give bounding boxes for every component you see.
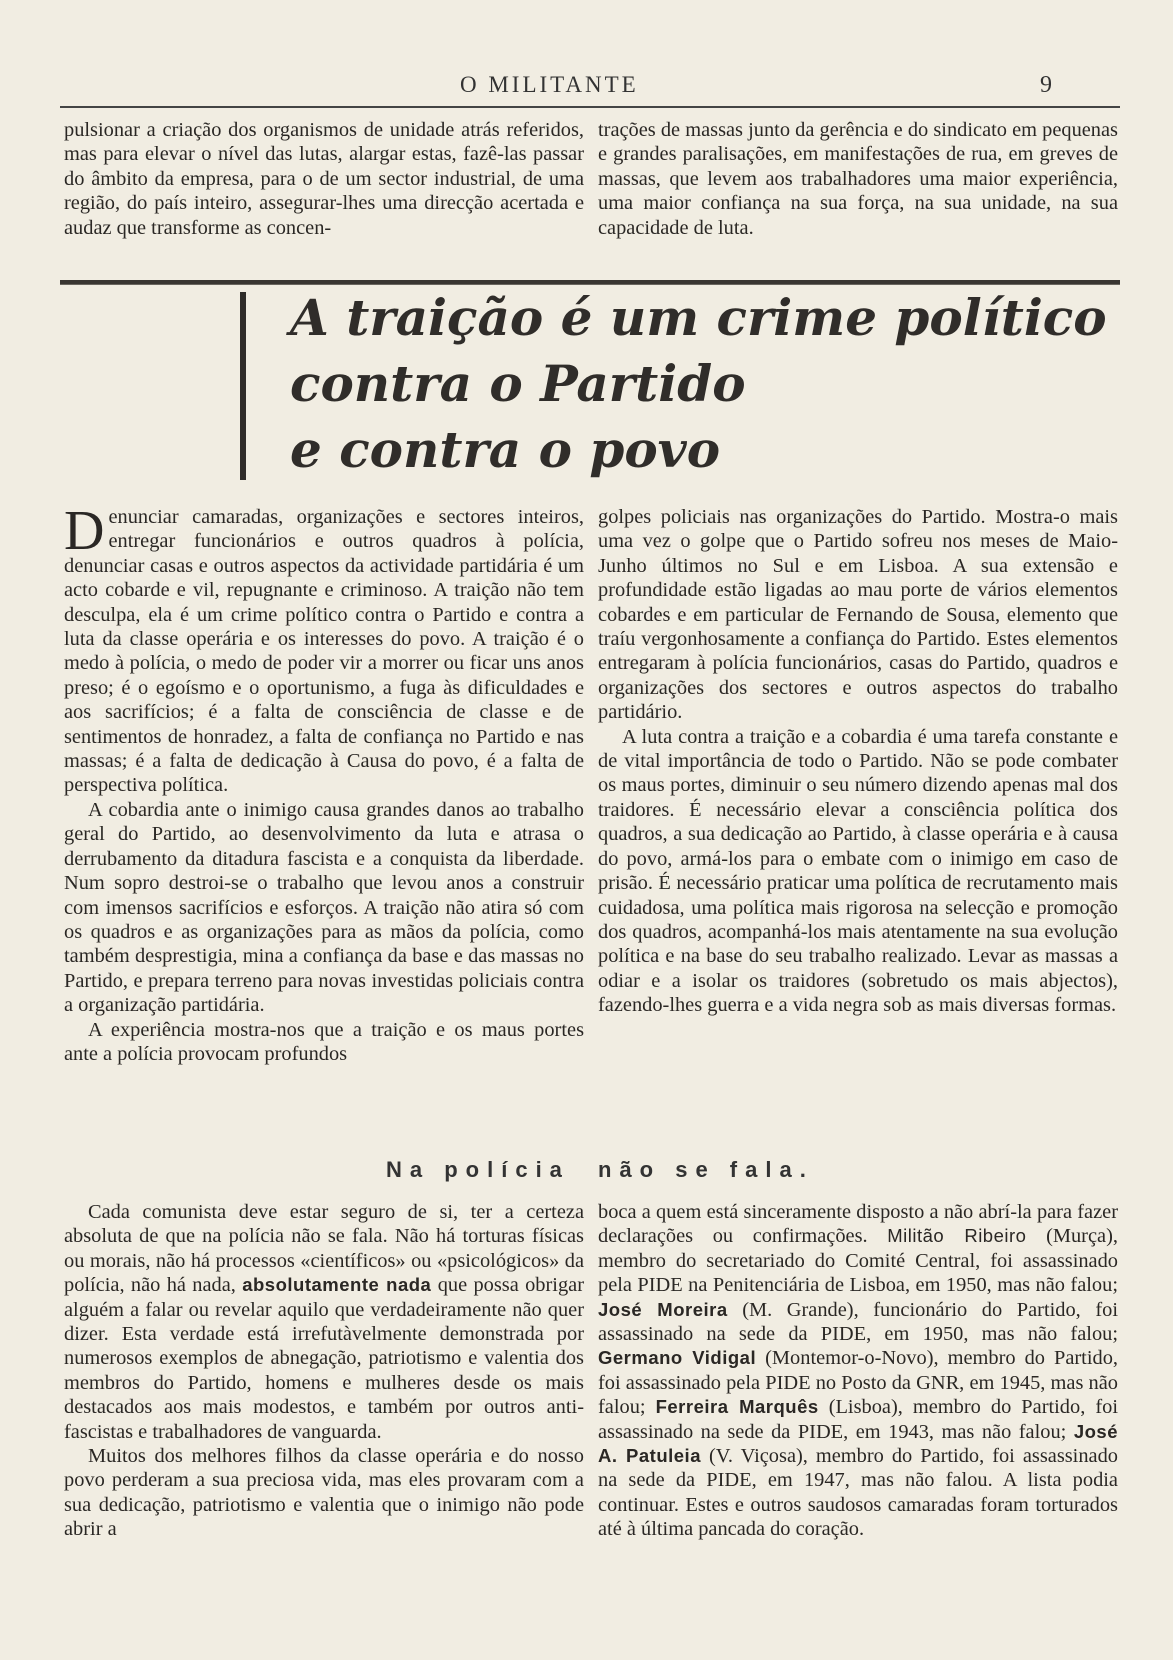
paragraph-text: Cada comunista deve estar seguro de si, ter a certeza absoluta de que na polícia não se fala. Não há torturas físicas ou morais, não há processos «científicos» ou «psicológicos» da polícia, não há nada, [64, 1201, 584, 1297]
article-paragraph [64, 1200, 584, 1444]
page-number: 9 [1040, 72, 1052, 98]
section2-column-right [598, 1200, 1118, 1542]
subheading-left: Na polícia [386, 1157, 570, 1182]
drop-cap: D [64, 500, 105, 562]
continued-column-left [64, 118, 584, 240]
paragraph-text: boca a quem está sinceramente disposto a não abrí-la para fazer declarações ou confirmações. [598, 1201, 1118, 1248]
martyr-name: Ferreira Marquês [655, 1396, 819, 1418]
paragraph-text: (Montemor-o-Novo), membro do Partido, foi assassinado pela PIDE no Posto da GNR, em 1945, mas não falou; [598, 1347, 1118, 1419]
article-paragraph [598, 1200, 1118, 1542]
article-paragraph-text: enunciar camaradas, organizações e sectores inteiros, entregar funcionários e outros quadros à polícia, denunciar casas e outros aspectos da actividade partidária é um acto cobarde e vil, repugnante e criminoso. A traição não tem desculpa, ela é um crime político contra o Partido e contra a luta da classe operária e os interesses do povo. A traição é o medo à polícia, o medo de poder vir a morrer ou ficar uns anos preso; é o egoísmo e o oportunismo, a fuga às dificuldades e aos sacrifícios; é a falta de consciência de classe e de sentimentos de honradez, a falta de confiança no Partido e nas massas; é a falta de dedicação à Causa do povo, é a falta de perspectiva política. [64, 506, 584, 797]
martyr-name: José Moreira [598, 1298, 728, 1320]
paragraph-text: (Murça), membro do secretariado do Comité Central, foi assassinado pela PIDE na Penitenciária de Lisboa, em 1950, mas não falou; [598, 1225, 1118, 1297]
article-paragraph: Muitos dos melhores filhos da classe operária e do nosso povo perderam a sua preciosa vida, mas eles provaram com a sua dedicação, patriotismo e valentia que o inimigo não pode abrir a [64, 1445, 584, 1541]
article-paragraph [64, 500, 584, 798]
running-head [0, 70, 1173, 100]
martyr-name: Germano Vidigal [598, 1347, 757, 1369]
continued-column-right [598, 118, 1118, 240]
article-paragraph: A cobardia ante o inimigo causa grandes danos ao trabalho geral do Partido, ao desenvolvimento da luta e atrasa o derrubamento da ditadura fascista e a conquista da liberdade. Num sopro destroi-se o trabalho que levou anos a construir com imensos sacrifícios e esforços. A traição não atira só com os quadros e as organizações para as mãos da polícia, como também desprestigia, mina a confiança da base e das massas no Partido, e prepara terreno para novas investidas policiais contra a organização partidária. [64, 798, 584, 1017]
section2-column-left [64, 1200, 584, 1542]
paragraph-text: (Lisboa), membro do Partido, foi assassinado na sede da PIDE, em 1943, mas não falou; [598, 1396, 1118, 1443]
article-paragraph: golpes policiais nas organizações do Partido. Mostra-o mais uma vez o golpe que o Partido sofreu nos meses de Maio-Junho últimos no Sul e em Lisboa. A sua extensão e profundidade estão ligadas ao mau porte de vários elementos cobardes e em particular de Fernando de Sousa, elemento que traíu vergonhosamente a confiança do Partido. Estes elementos entregaram à polícia funcionários, casas do Partido, quadros e organizações dos sectores e outros aspectos do trabalho partidário. [598, 506, 1118, 724]
martyr-name: José A. Patuleia [598, 1420, 1118, 1467]
emphasis-text: absolutamente nada [242, 1274, 432, 1296]
continued-paragraph: trações de massas junto da gerência e do sindicato em pequenas e grandes paralisações, em manifestações de rua, em greves de massas, que levem aos trabalhadores uma maior experiência, uma maior confiança na sua força, na sua unidade, na sua capacidade de luta. [598, 119, 1118, 239]
headline-line-3: e contra o povo [290, 420, 721, 479]
headline-line-1: A traição é um crime político [290, 288, 1107, 347]
headline-bar [240, 292, 246, 480]
article-paragraph: A experiência mostra-nos que a traição e os maus portes ante a polícia provocam profundos [64, 1018, 584, 1065]
article-column-left [64, 500, 584, 1066]
continued-paragraph: pulsionar a criação dos organismos de unidade atrás referidos, mas para elevar o nível das lutas, alargar estas, fazê-las passar do âmbito da empresa, para o de um sector industrial, de uma região, do país inteiro, assegurar-lhes uma direcção acertada e audaz que transforme as concen- [64, 119, 584, 239]
paragraph-text: (V. Viçosa), membro do Partido, foi assassinado na sede da PIDE, em 1947, mas não falou. A lista podia continuar. Estes e outros saudosos camaradas foram torturados até à última pancada do coração. [598, 1445, 1118, 1541]
headline-line-2: contra o Partido [290, 354, 746, 413]
paragraph-text: (M. Grande), funcionário do Partido, foi assassinado na sede da PIDE, em 1950, mas não falou; [598, 1298, 1118, 1346]
headline [240, 288, 1107, 484]
subheading-right: não se fala. [598, 1157, 814, 1182]
paragraph-text: que possa obrigar alguém a falar ou revelar aquilo que verdadeiramente não quer dizer. Esta verdade está irrefutàvelmente demonstrada por numerosos exemplos de abnegação, patriotismo e valentia dos membros do Partido, homens e mulheres desde os mais destacados aos mais modestos, e também por outros anti-fascistas e trabalhadores de vanguarda. [64, 1274, 584, 1443]
header-rule [60, 106, 1120, 108]
subheading [0, 1157, 1173, 1191]
article-column-right [598, 505, 1118, 1018]
publication-title: O MILITANTE [460, 72, 639, 97]
section-divider [60, 280, 1120, 285]
article-paragraph: A luta contra a traição e a cobardia é uma tarefa constante e de vital importância de todo o Partido. Não se pode combater os maus portes, diminuir o seu número dizendo apenas mal dos traidores. É necessário elevar a consciência política dos quadros, a sua dedicação ao Partido, à classe operária e à causa do povo, armá-los para o embate com o inimigo em caso de prisão. É necessário praticar uma política de recrutamento mais cuidadosa, uma política mais rigorosa na selecção e promoção dos quadros, acompanhá-los mais atentamente na sua evolução política e na base do seu trabalho realizado. Levar as massas a odiar e a isolar os traidores (sobretudo os mais abjectos), fazendo-lhes guerra e a vida negra sob as mais diversas formas. [598, 725, 1118, 1017]
martyr-name: Militão Ribeiro [887, 1225, 1027, 1247]
